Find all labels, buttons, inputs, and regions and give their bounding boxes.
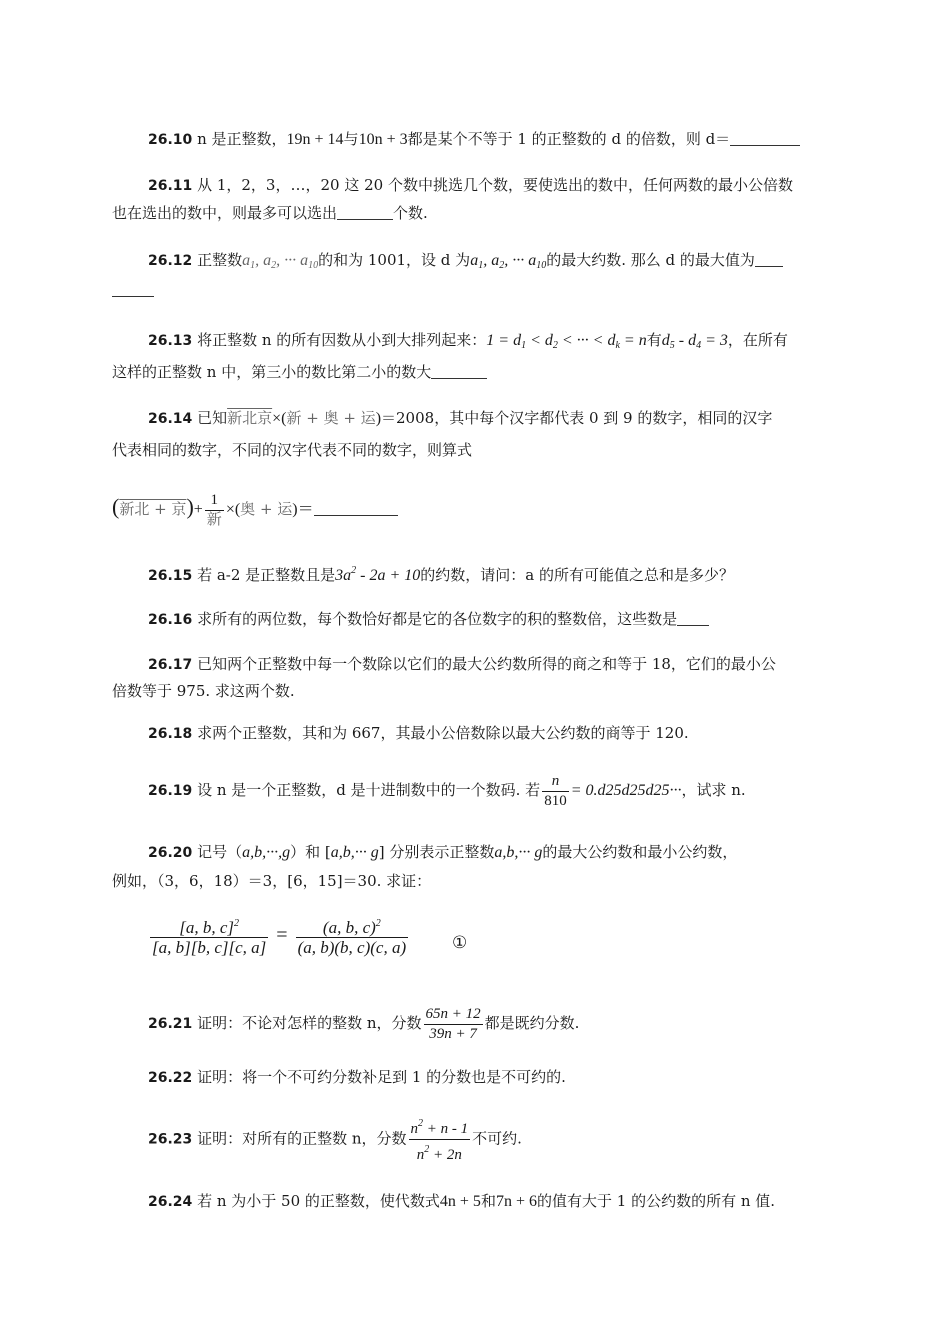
problem-26-23: 26.23 证明：对所有的正整数 n，分数 $\frac{n^2 + n - 1}{n^2 + 2n}$ 不可约. — [148, 1118, 522, 1163]
answer-blank[interactable] — [677, 611, 709, 626]
problem-number: 26.16 — [148, 612, 193, 628]
problem-number: 26.12 — [148, 253, 193, 269]
problem-number: 26.22 — [148, 1070, 193, 1086]
problem-26-10: 26.10 n 是正整数，19n + 14与10n + 3都是某个不等于 1 的正整数的 d 的倍数，则 d＝ — [148, 129, 800, 150]
problem-26-16: 26.16 求所有的两位数，每个数恰好都是它的各位数字的积的整数倍，这些数是 — [148, 609, 709, 630]
problem-26-22: 26.22 证明：将一个不可约分数补足到 1 的分数也是不可约的. — [148, 1068, 566, 1086]
problem-number: 26.21 — [148, 1016, 193, 1032]
problem-26-11-line2: 也在选出的数中，则最多可以选出 个数. — [112, 204, 428, 222]
problem-26-12: 26.12 正整数$a_1$, $a_2$, ··· $a_{10}$的和为 1001，设 d 为$a_1$, $a_2$, ··· $a_{10}$的最大约数. 那么 d 的最大值为 — [148, 250, 783, 276]
problem-26-13: 26.13 将正整数 n 的所有因数从小到大排列起来：$1 = d_1 < d_2$ < ··· < $d_k = n$有$d_5 - d_4 = 3$，在所有 — [148, 331, 788, 351]
equation-label: ① — [452, 933, 468, 953]
problem-number: 26.14 — [148, 411, 193, 427]
problem-number: 26.10 — [148, 132, 193, 148]
problem-26-15: 26.15 若 a-2 是正整数且是$3a^2 - 2a + 10$的约数，请问：a 的所有可能值之总和是多少？ — [148, 565, 735, 584]
identity-equation: $\frac{[a, b, c]^2}{[a, b][b, c][c, a]}$ = $\frac{(a, b, c)^2}{(a, b)(b, c)(c, a)}$ — [152, 918, 407, 957]
problem-26-13-line2: 这样的正整数 n 中，第三小的数比第二小的数大 — [112, 362, 487, 382]
answer-blank[interactable] — [314, 501, 398, 516]
problem-26-21: 26.21 证明：不论对怎样的整数 n，分数 $\frac{65n + 12}{39n + 7}$ 都是既约分数. — [148, 1005, 580, 1042]
problem-number: 26.23 — [148, 1131, 193, 1148]
problem-26-14-line2: 代表相同的数字，不同的汉字代表不同的数字，则算式 — [112, 441, 473, 459]
answer-blank-cont[interactable] — [112, 282, 154, 297]
problem-number: 26.18 — [148, 726, 193, 742]
answer-blank[interactable] — [755, 252, 783, 267]
problem-26-11: 26.11 从 1，2，3，…，20 这 20 个数中挑选几个数，要使选出的数中，任何两数的最小公倍数 — [148, 176, 793, 194]
answer-blank[interactable] — [431, 364, 487, 379]
problem-26-17-line2: 倍数等于 975. 求这两个数. — [112, 682, 295, 700]
problem-number: 26.17 — [148, 657, 193, 673]
problem-26-20: 26.20 记号（a,b,···,g）和 [a,b,··· g] 分别表示正整数a,b,··· g的最大公约数和最小公约数， — [148, 843, 738, 861]
problem-26-14: 26.14 已知新北京×(新 + 奥 + 运)＝2008，其中每个汉字都代表 0 到 9 的数字，相同的汉字 — [148, 409, 773, 427]
problem-number: 26.15 — [148, 568, 193, 584]
problem-number: 26.11 — [148, 178, 193, 194]
problem-26-20-line2: 例如，（3，6，18）＝3，[6，15]＝30. 求证： — [112, 872, 432, 890]
problem-26-18: 26.18 求两个正整数，其和为 667，其最小公倍数除以最大公约数的商等于 120. — [148, 724, 689, 742]
problem-number: 26.13 — [148, 333, 193, 349]
problem-26-17: 26.17 已知两个正整数中每一个数除以它们的最大公约数所得的商之和等于 18，它们的最小公 — [148, 655, 776, 673]
answer-blank[interactable] — [730, 131, 800, 146]
problem-number: 26.20 — [148, 845, 193, 861]
problem-26-19: 26.19 设 n 是一个正整数，d 是十进制数中的一个数码. 若 $\frac{n}{810}$ = 0.d25d25d25···，试求 n. — [148, 772, 746, 809]
problem-number: 26.19 — [148, 783, 193, 799]
problem-26-24: 26.24 若 n 为小于 50 的正整数，使代数式4n + 5和7n + 6的值有大于 1 的公约数的所有 n 值. — [148, 1192, 776, 1210]
problem-26-14-expression: (新北 + 京)+ $\frac{1}{\text{新}}$ ×(奥 + 运)＝ — [112, 489, 398, 529]
answer-blank[interactable] — [337, 205, 393, 220]
problem-number: 26.24 — [148, 1194, 193, 1210]
